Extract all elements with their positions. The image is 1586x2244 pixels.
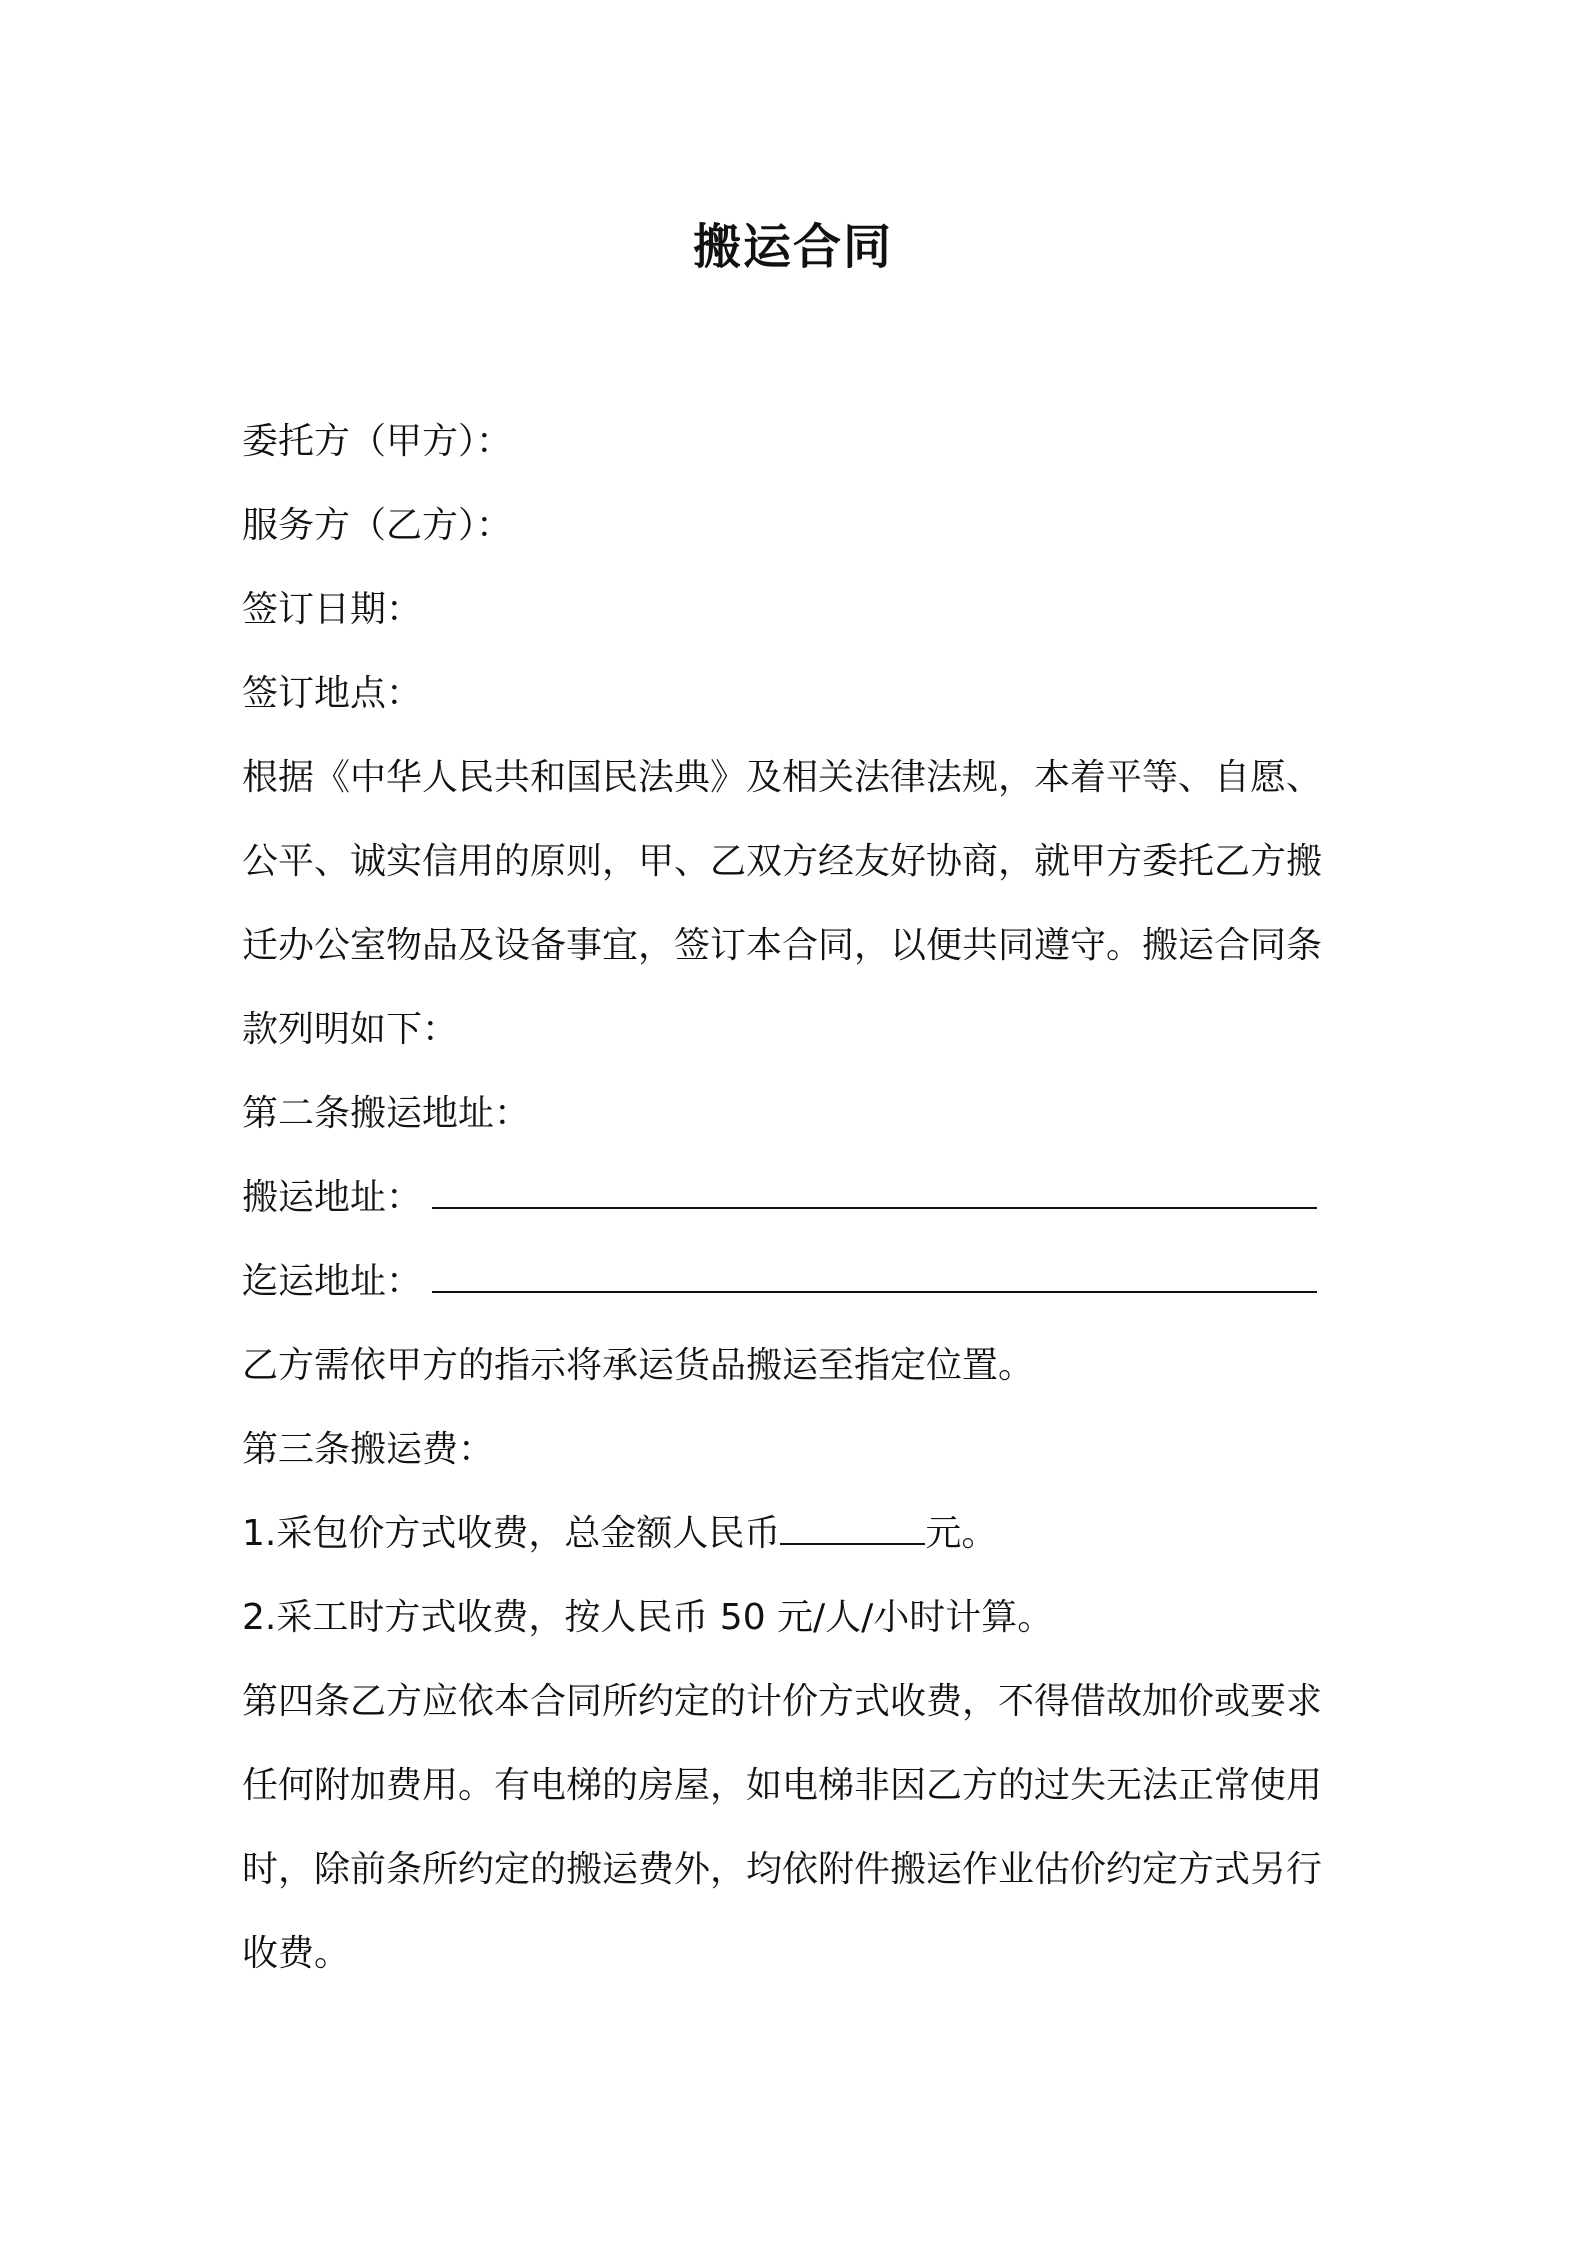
document-body xyxy=(242,400,1362,1996)
total-amount-blank[interactable] xyxy=(780,1513,925,1545)
article-3-heading: 第三条搬运费： xyxy=(242,1429,495,1470)
article-2-note: 乙方需依甲方的指示将承运货品搬运至指定位置。 xyxy=(242,1345,1035,1386)
preamble-line-4: 款列明如下： xyxy=(242,1009,459,1050)
provider-field: 服务方（乙方）： xyxy=(242,505,513,546)
fee-item-1-prefix: 1.采包价方式收费，总金额人民币 xyxy=(242,1513,781,1554)
document-title: 搬运合同 xyxy=(692,219,893,275)
from-address-blank[interactable] xyxy=(432,1175,1317,1209)
preamble-line-2: 公平、诚实信用的原则，甲、乙双方经友好协商，就甲方委托乙方搬 xyxy=(242,841,1323,882)
fee-item-1 xyxy=(242,1492,1362,1576)
article-4-line-3: 时，除前条所约定的搬运费外，均依附件搬运作业估价约定方式另行 xyxy=(242,1849,1323,1890)
fee-item-2: 2.采工时方式收费，按人民币 50 元/人/小时计算。 xyxy=(242,1597,1054,1638)
article-4-line-1: 第四条乙方应依本合同所约定的计价方式收费，不得借故加价或要求 xyxy=(242,1681,1323,1722)
article-4-line-2: 任何附加费用。有电梯的房屋，如电梯非因乙方的过失无法正常使用 xyxy=(242,1765,1323,1806)
to-address-row xyxy=(242,1240,1362,1324)
to-address-label: 迄运地址： xyxy=(242,1261,423,1302)
preamble-line-3: 迁办公室物品及设备事宜，签订本合同，以便共同遵守。搬运合同条 xyxy=(242,925,1323,966)
client-field: 委托方（甲方）： xyxy=(242,421,513,462)
fee-item-1-suffix: 元。 xyxy=(925,1513,998,1554)
from-address-row xyxy=(242,1156,1362,1240)
preamble-line-1: 根据《中华人民共和国民法典》及相关法律法规，本着平等、自愿、 xyxy=(242,757,1323,798)
article-4-line-4: 收费。 xyxy=(242,1933,351,1974)
article-2-heading: 第二条搬运地址： xyxy=(242,1093,531,1134)
sign-date-field: 签订日期： xyxy=(242,589,423,630)
sign-place-field: 签订地点： xyxy=(242,673,423,714)
to-address-blank[interactable] xyxy=(432,1259,1317,1293)
from-address-label: 搬运地址： xyxy=(242,1177,423,1218)
